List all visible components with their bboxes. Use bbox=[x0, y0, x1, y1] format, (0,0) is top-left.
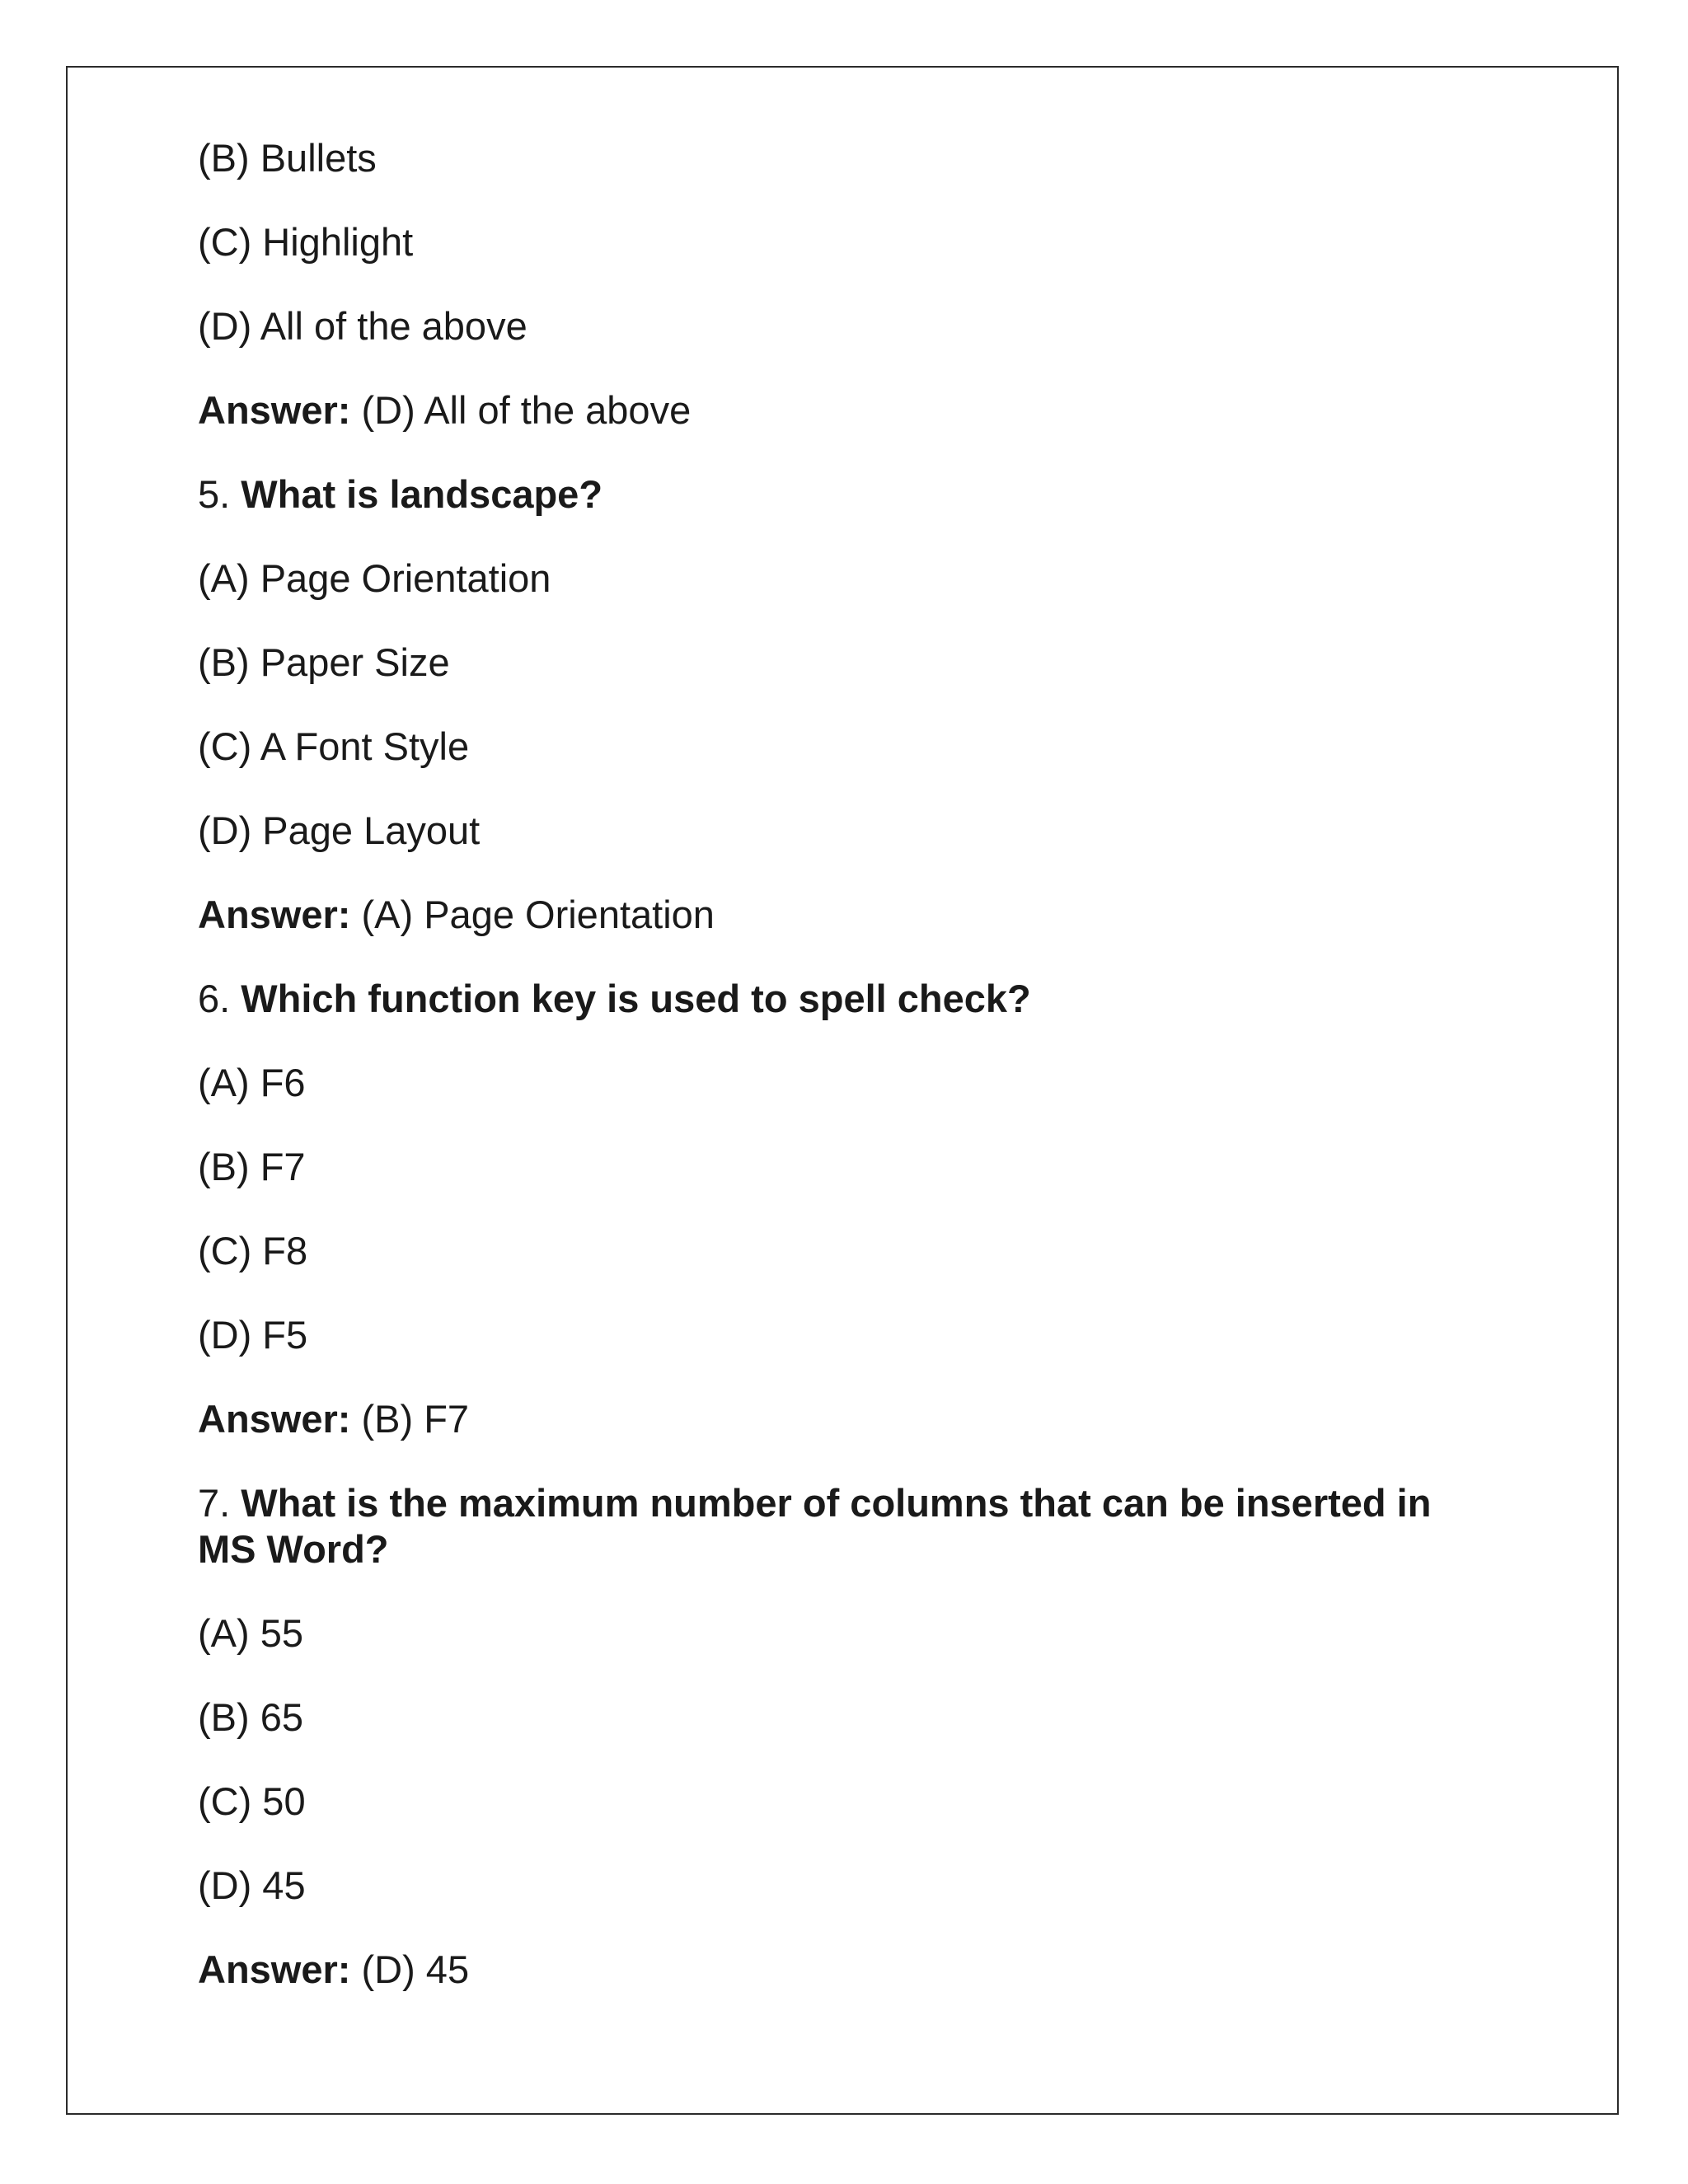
answer-q6 bbox=[198, 1396, 469, 1442]
answer-value: (D) 45 bbox=[350, 1947, 470, 1991]
option-q5-c: (C) A Font Style bbox=[198, 724, 470, 768]
option-q7-a: (A) 55 bbox=[198, 1611, 303, 1655]
answer-value: (A) Page Orientation bbox=[350, 893, 715, 936]
answer-q5 bbox=[198, 892, 715, 938]
option-q7-c: (C) 50 bbox=[198, 1779, 306, 1823]
question-6 bbox=[198, 976, 1031, 1022]
option-q6-b: (B) F7 bbox=[198, 1145, 306, 1188]
option-q7-b: (B) 65 bbox=[198, 1695, 303, 1739]
answer-label: Answer: bbox=[198, 388, 351, 432]
answer-label: Answer: bbox=[198, 893, 351, 936]
option-q6-c: (C) F8 bbox=[198, 1229, 308, 1272]
option-q4-b: (B) Bullets bbox=[198, 136, 377, 180]
answer-label: Answer: bbox=[198, 1397, 351, 1441]
answer-q7 bbox=[198, 1947, 469, 1993]
answer-value: (B) F7 bbox=[350, 1397, 470, 1441]
answer-value: (D) All of the above bbox=[350, 388, 692, 432]
question-7 bbox=[198, 1480, 1484, 1572]
option-q4-d: (D) All of the above bbox=[198, 304, 528, 348]
question-5 bbox=[198, 471, 603, 518]
answer-label: Answer: bbox=[198, 1947, 351, 1991]
option-q6-d: (D) F5 bbox=[198, 1313, 308, 1357]
question-number: 5. bbox=[198, 472, 241, 516]
question-text: What is landscape? bbox=[241, 472, 603, 516]
option-q7-d: (D) 45 bbox=[198, 1863, 306, 1907]
option-q5-b: (B) Paper Size bbox=[198, 640, 450, 684]
question-text: Which function key is used to spell check? bbox=[241, 977, 1031, 1020]
option-q5-d: (D) Page Layout bbox=[198, 808, 481, 852]
option-q5-a: (A) Page Orientation bbox=[198, 556, 551, 600]
question-number: 7. bbox=[198, 1481, 241, 1525]
answer-q4 bbox=[198, 387, 691, 434]
option-q6-a: (A) F6 bbox=[198, 1061, 306, 1104]
question-text: What is the maximum number of columns that can be inserted in MS Word? bbox=[198, 1481, 1432, 1571]
question-number: 6. bbox=[198, 977, 241, 1020]
option-q4-c: (C) Highlight bbox=[198, 220, 414, 264]
